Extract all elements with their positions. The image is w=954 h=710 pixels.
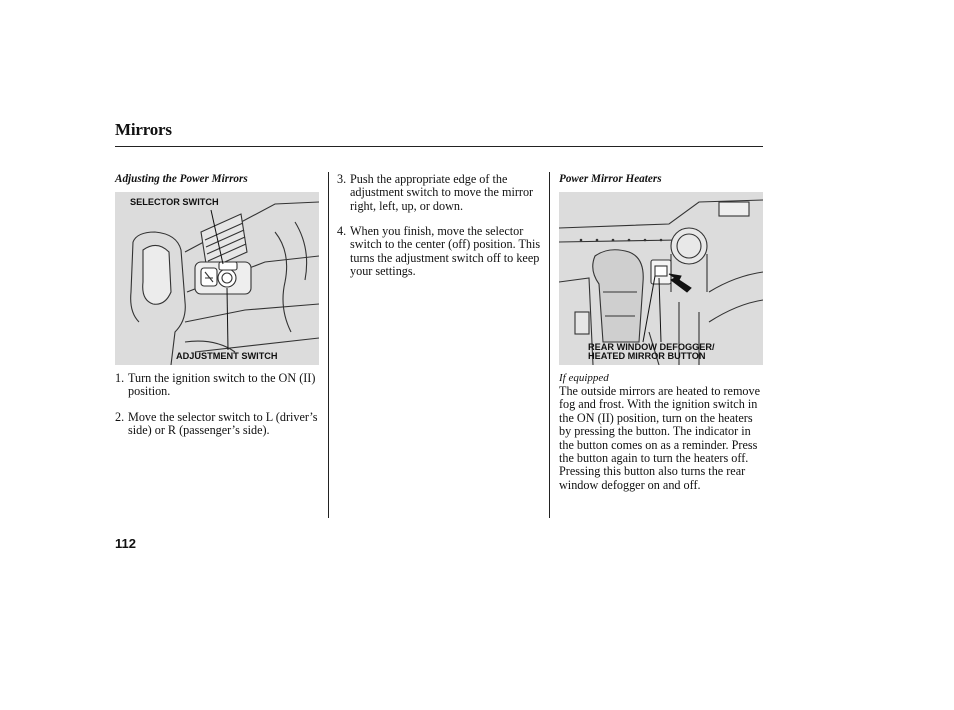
defogger-label-line1: REAR WINDOW DEFOGGER/ bbox=[588, 342, 715, 352]
step-text: Turn the ignition switch to the ON (II) position. bbox=[128, 371, 316, 399]
defogger-label-line2: HEATED MIRROR BUTTON bbox=[588, 351, 706, 361]
step-text: When you finish, move the selector switch to the center (off) position. This turns the adjustment switch off to keep your settings. bbox=[350, 224, 541, 279]
adjustment-switch-label: ADJUSTMENT SWITCH bbox=[176, 351, 278, 361]
list-item bbox=[115, 372, 325, 402]
list-item bbox=[115, 411, 325, 455]
title-divider bbox=[115, 146, 763, 147]
step-number: 1. bbox=[115, 371, 125, 385]
column-divider-left bbox=[328, 172, 329, 518]
step-text: Push the appropriate edge of the adjustment switch to move the mirror right, left, up, or down. bbox=[350, 172, 534, 213]
step-number: 2. bbox=[115, 410, 125, 424]
list-item bbox=[337, 225, 547, 295]
list-item bbox=[337, 173, 547, 217]
page-number: 112 bbox=[115, 536, 136, 551]
defogger-button-drawing bbox=[559, 192, 763, 365]
step-text: Move the selector switch to L (driver’s side) or R (passenger’s side). bbox=[128, 410, 318, 438]
step-number: 4. bbox=[337, 224, 347, 238]
page-title: Mirrors bbox=[115, 120, 172, 139]
step-number: 3. bbox=[337, 172, 347, 186]
defogger-button-illustration bbox=[559, 192, 763, 365]
mirror-switch-drawing bbox=[115, 192, 319, 365]
mirror-switch-illustration bbox=[115, 192, 319, 365]
selector-switch-label: SELECTOR SWITCH bbox=[130, 197, 219, 207]
heaters-description: The outside mirrors are heated to remove fog and frost. With the ignition switch in the ON (II) position, turn on the heaters by pressing the button. The indicator in the button comes on as a reminder. Press the button again to turn the heaters off. Pressing this button also turns the rear window defogger on and off. bbox=[559, 384, 761, 492]
column-divider-right bbox=[549, 172, 550, 518]
if-equipped-note: If equipped bbox=[559, 372, 609, 384]
section-heading-adjusting: Adjusting the Power Mirrors bbox=[115, 173, 248, 185]
section-heading-heaters: Power Mirror Heaters bbox=[559, 173, 662, 185]
